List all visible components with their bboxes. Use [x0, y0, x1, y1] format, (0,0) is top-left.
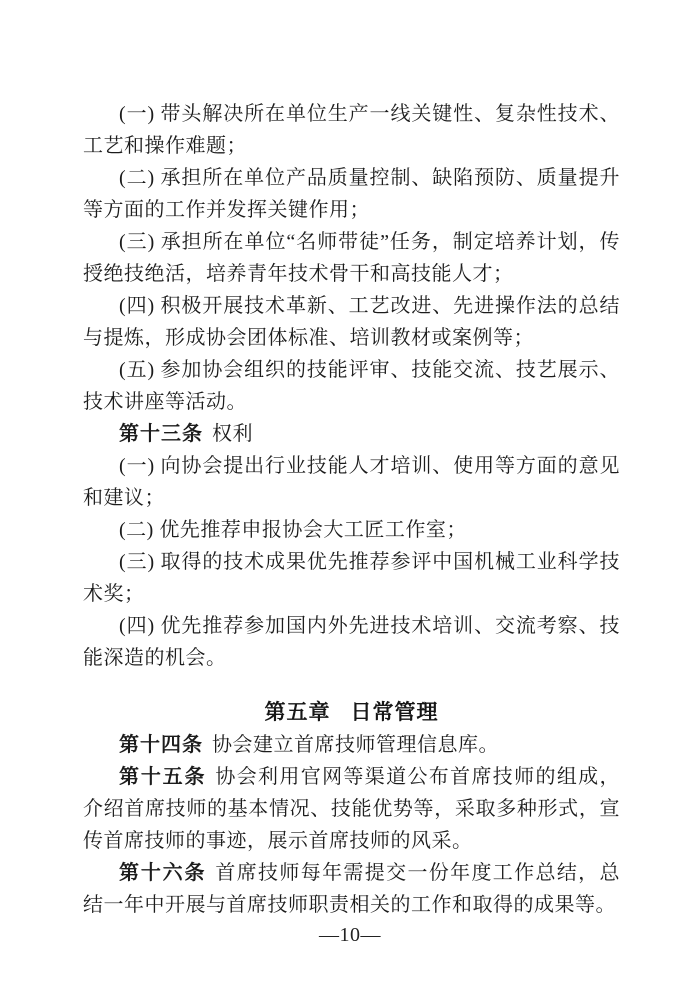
document-content	[83, 98, 620, 921]
chapter-number: 第五章	[264, 701, 331, 724]
duty-item-2: (二) 承担所在单位产品质量控制、缺陷预防、质量提升等方面的工作并发挥关键作用；	[83, 167, 620, 221]
duty-item-4: (四) 积极开展技术革新、工艺改进、先进操作法的总结与提炼，形成协会团体标准、培训教材或案例等；	[83, 295, 620, 349]
page-number: —10—	[319, 924, 381, 946]
article-15-label: 第十五条	[119, 766, 207, 788]
right-item-4: (四) 优先推荐参加国内外先进技术培训、交流考察、技能深造的机会。	[83, 615, 620, 669]
right-item-2: (二) 优先推荐申报协会大工匠工作室；	[119, 519, 467, 541]
article-15	[83, 761, 620, 857]
article-13	[83, 418, 620, 450]
article-14-text: 协会建立首席技师管理信息库。	[212, 734, 499, 756]
article-14	[83, 729, 620, 761]
duty-item-3: (三) 承担所在单位“名师带徒”任务，制定培养计划，传授绝技绝活，培养青年技术骨干和高技能人才；	[83, 231, 620, 285]
article-16-label: 第十六条	[119, 862, 207, 884]
duty-item-5: (五) 参加协会组织的技能评审、技能交流、技艺展示、技术讲座等活动。	[83, 359, 620, 413]
chapter-title: 日常管理	[350, 701, 439, 724]
article-16	[83, 857, 620, 921]
right-item-3: (三) 取得的技术成果优先推荐参评中国机械工业科学技术奖；	[83, 551, 620, 605]
article-13-title: 权利	[212, 423, 253, 445]
article-13-label: 第十三条	[119, 423, 203, 445]
right-item-1: (一) 向协会提出行业技能人才培训、使用等方面的意见和建议；	[83, 455, 620, 509]
duty-item-1: (一) 带头解决所在单位生产一线关键性、复杂性技术、工艺和操作难题；	[83, 103, 620, 157]
article-14-label: 第十四条	[119, 734, 203, 756]
chapter-heading	[83, 697, 620, 729]
article-15-text: 协会利用官网等渠道公布首席技师的组成，介绍首席技师的基本情况、技能优势等，采取多种形式，宣传首席技师的事迹，展示首席技师的风采。	[83, 766, 621, 852]
article-16-text: 首席技师每年需提交一份年度工作总结，总结一年中开展与首席技师职责相关的工作和取得的成果等。	[83, 862, 621, 916]
